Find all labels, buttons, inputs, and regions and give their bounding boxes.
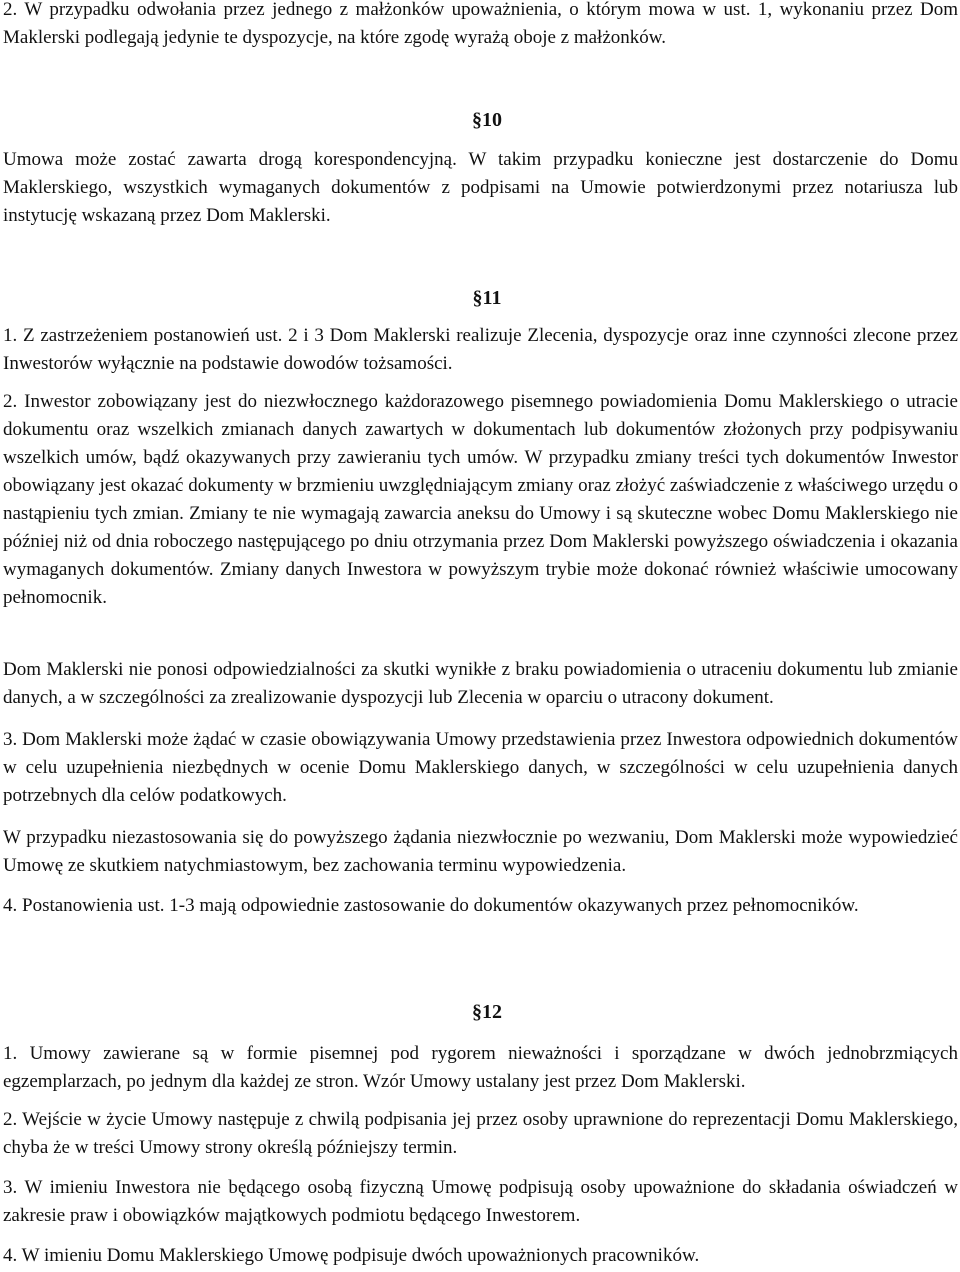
section-12-paragraph-1: 1. Umowy zawierane są w formie pisemnej pod rygorem nieważności i sporządzane w dwóch jednobrzmiących egzemplarzach, po jednym dla każdej ze stron. Wzór Umowy ustalany jest przez Dom Maklerski. [3, 1043, 958, 1092]
section-12-paragraph-2: 2. Wejście w życie Umowy następuje z chwilą podpisania jej przez osoby uprawnione do reprezentacji Domu Maklerskiego, chyba że w treści Umowy strony określą późniejszy termin. [3, 1109, 958, 1158]
section-sign-icon: § [472, 109, 482, 131]
intro-paragraph: 2. W przypadku odwołania przez jednego z małżonków upoważnienia, o którym mowa w ust. 1, wykonaniu przez Dom Maklerski podlegają jedynie te dyspozycje, na które zgodę wyrażą oboje z małżonków. [3, 0, 958, 48]
section-12-paragraph-3: 3. W imieniu Inwestora nie będącego osobą fizyczną Umowę podpisują osoby upoważnione do składania oświadczeń w zakresie praw i obowiązków majątkowych podmiotu będącego Inwestorem. [3, 1177, 958, 1226]
section-11-paragraph-3: Dom Maklerski nie ponosi odpowiedzialności za skutki wynikłe z braku powiadomienia o utraceniu dokumentu lub zmianie danych, a w szczególności za zrealizowanie dyspozycji lub Zlecenia w oparciu o utracony dokument. [3, 659, 958, 708]
section-11-paragraph-4: 3. Dom Maklerski może żądać w czasie obowiązywania Umowy przedstawienia przez Inwestora odpowiednich dokumentów w celu uzupełnienia niezbędnych w ocenie Domu Maklerskiego danych, w szczególności w celu uzupełnienia danych potrzebnych dla celów podatkowych. [3, 729, 958, 806]
section-sign-icon: § [472, 287, 483, 309]
section-11-paragraph-2: 2. Inwestor zobowiązany jest do niezwłocznego każdorazowego pisemnego powiadomienia Domu Maklerskiego o utracie dokumentu oraz wszelkich zmianach danych zawartych w dokumentach lub dokumentów złożonych przy podpisywaniu wszelkich umów, bądź okazywanych przy zawieraniu tych umów. W przypadku zmiany treści tych dokumentów Inwestor obowiązany jest okazać dokumenty w brzmieniu uwzględniającym zmiany oraz złożyć zaświadczenie z właściwego urzędu o nastąpieniu tych zmian. Zmiany te nie wymagają zawarcia aneksu do Umowy i są skuteczne wobec Domu Maklerskiego nie później niż od dnia roboczego następującego po dniu otrzymania przez Dom Maklerski powyższego oświadczenia i okazania wymaganych dokumentów. Zmiany danych Inwestora w powyższym trybie może dokonać również właściwie umocowany pełnomocnik. [3, 391, 958, 608]
section-11-paragraph-5: W przypadku niezastosowania się do powyższego żądania niezwłocznie po wezwaniu, Dom Maklerski może wypowiedzieć Umowę ze skutkiem natychmiastowym, bez zachowania terminu wypowiedzenia. [3, 827, 958, 876]
section-number: 10 [482, 109, 502, 131]
section-sign-icon: § [472, 1001, 482, 1023]
section-11-paragraph-1: 1. Z zastrzeżeniem postanowień ust. 2 i 3 Dom Maklerski realizuje Zlecenia, dyspozycje oraz inne czynności zlecone przez Inwestorów wyłącznie na podstawie dowodów tożsamości. [3, 325, 958, 374]
section-heading-12 [457, 998, 517, 1026]
section-10-paragraph-1: Umowa może zostać zawarta drogą korespondencyjną. W takim przypadku konieczne jest dostarczenie do Domu Maklerskiego, wszystkich wymaganych dokumentów z podpisami na Umowie potwierdzonymi przez notariusza lub instytucję wskazaną przez Dom Maklerski. [3, 149, 958, 226]
section-heading-11 [457, 284, 517, 312]
section-heading-10 [457, 106, 517, 134]
section-11-paragraph-6: 4. Postanowienia ust. 1-3 mają odpowiednie zastosowanie do dokumentów okazywanych przez pełnomocników. [3, 895, 859, 916]
section-number: 12 [482, 1001, 502, 1023]
section-12-paragraph-4: 4. W imieniu Domu Maklerskiego Umowę podpisuje dwóch upoważnionych pracowników. [3, 1245, 700, 1266]
section-number: 11 [482, 287, 502, 309]
